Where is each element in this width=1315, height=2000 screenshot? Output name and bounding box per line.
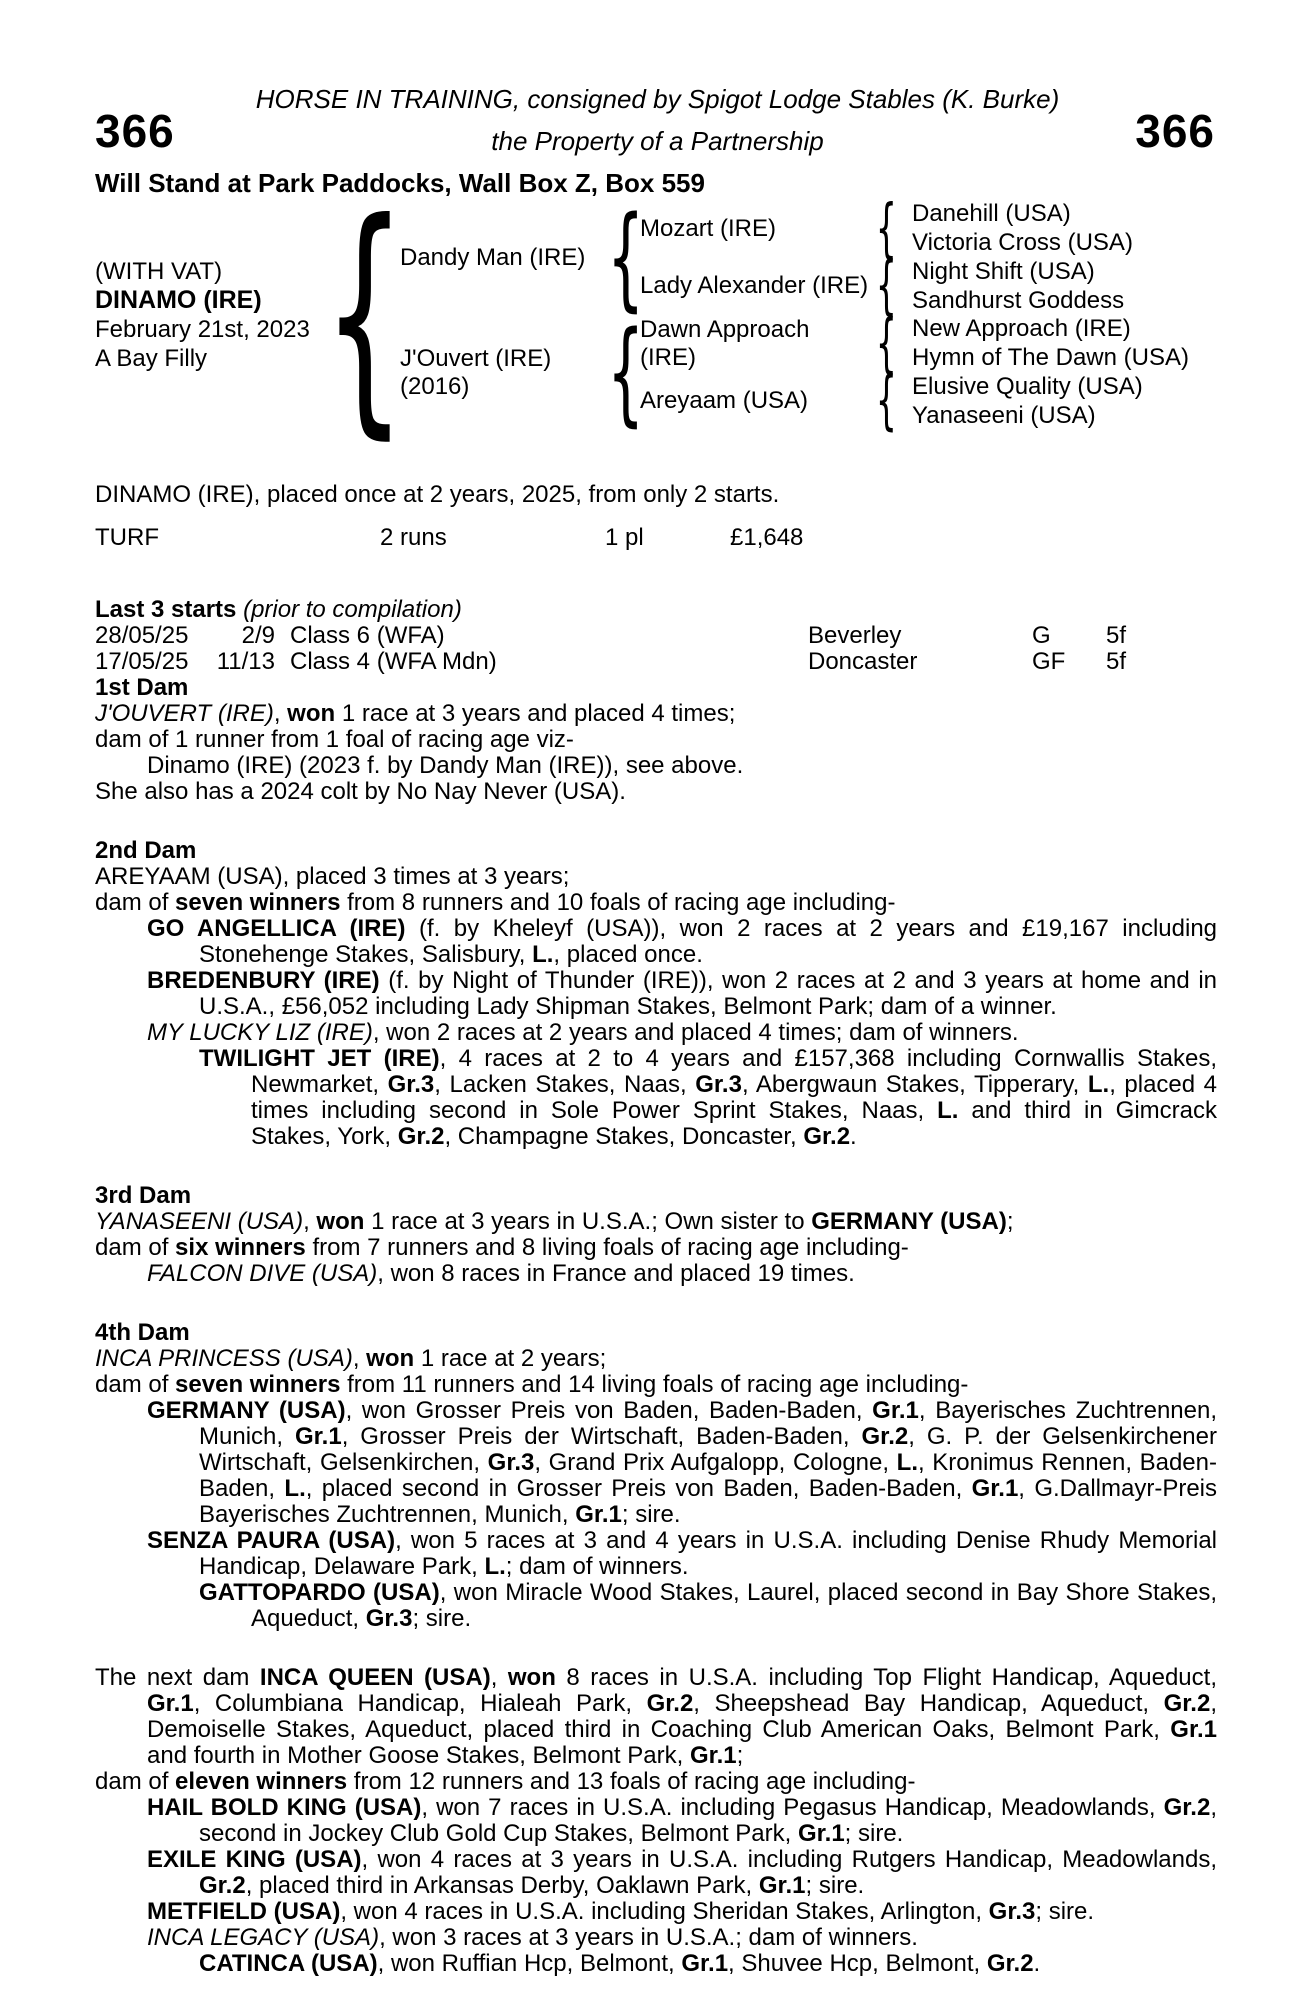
text-run: won (287, 700, 336, 727)
text-run: 1 race at 3 years in U.S.A.; Own sister to (364, 1208, 812, 1235)
paragraph (95, 1209, 1217, 1235)
consignment-line: HORSE IN TRAINING, consigned by Spigot Lodge Stables (K. Burke) (255, 84, 1060, 114)
text-run: L. (532, 941, 554, 968)
text-run: . (1033, 1950, 1041, 1977)
pedigree-subject (95, 200, 330, 430)
pedigree-brace-column-1 (323, 169, 407, 460)
text-run: ; sire. (844, 1820, 904, 1847)
brace-icon: { (323, 169, 407, 460)
race-record-row (95, 525, 1217, 551)
text-run: Gr.2 (646, 1690, 694, 1717)
ancestor-name: New Approach (IRE) (912, 315, 1131, 343)
text-run: MY LUCKY LIZ (IRE) (147, 1019, 373, 1046)
paragraph (95, 968, 1217, 1020)
ancestor-name: Dawn Approach (IRE) (640, 315, 810, 371)
start-course: Doncaster (808, 648, 918, 675)
text-run: Gr.1 (971, 1475, 1019, 1502)
text-run: Dinamo (IRE) (2023 f. by Dandy Man (IRE)), see above. (147, 752, 744, 779)
text-run: and third in Gimcrack Stakes, York, (251, 1097, 1217, 1150)
text-run: seven winners (175, 889, 341, 916)
text-run: L. (896, 1449, 918, 1476)
text-run: FALCON DIVE (USA) (147, 1260, 378, 1287)
text-run: J'OUVERT (IRE) (95, 700, 274, 727)
horse-name: DINAMO (IRE) (95, 286, 262, 314)
pedigree-generation-2 (640, 200, 870, 430)
text-run: , Sheepshead Bay Handicap, Aqueduct, (693, 1690, 1164, 1717)
text-run: 1 race at 3 years and placed 4 times; (335, 700, 736, 727)
brace-icon: { (875, 191, 897, 266)
start-going: GF (1032, 648, 1066, 675)
paragraph (95, 1346, 1217, 1372)
text-run: Gr.1 (797, 1820, 845, 1847)
text-run: , Grosser Preis der Wirtschaft, Baden-Baden, (341, 1423, 862, 1450)
paragraph (95, 779, 1217, 805)
stand-location: Will Stand at Park Paddocks, Wall Box Z, Box 559 (95, 168, 705, 198)
brace-cell (870, 364, 902, 439)
text-run: Gr.3 (487, 1449, 535, 1476)
text-run: Gr.2 (861, 1423, 909, 1450)
text-run: , Grand Prix Aufgalopp, Cologne, (534, 1449, 897, 1476)
horse-description: A Bay Filly (95, 345, 208, 372)
text-run: , Columbiana Handicap, Hialeah Park, (193, 1690, 647, 1717)
text-run: , Shuvee Hcp, Belmont, (728, 1950, 987, 1977)
start-date: 17/05/25 (95, 648, 189, 675)
text-run: L. (484, 1553, 506, 1580)
text-run: BREDENBURY (IRE) (147, 967, 380, 994)
text-run: (f. by Night of Thunder (IRE)), won 2 races at 2 and 3 years at home and in U.S.A., £56,052 including Lady Shipman Stakes, Belmont Park; dam of a winner. (199, 967, 1217, 1020)
text-run: GERMANY (USA) (811, 1208, 1007, 1235)
text-run: METFIELD (USA) (147, 1898, 341, 1925)
dam-section (95, 1320, 1217, 1632)
dam-section (95, 838, 1217, 1150)
ancestor-name: Night Shift (USA) (912, 257, 1095, 285)
pedigree-gen3-cell (912, 200, 1247, 229)
paragraph (95, 1580, 1217, 1632)
section-heading: 2nd Dam (95, 837, 197, 864)
text-run: (f. by Kheleyf (USA)), won 2 races at 2 years and £19,167 including Stonehenge Stakes, Salisbury, (199, 915, 1218, 968)
text-run: 8 races in U.S.A. including Top Flight Handicap, Aqueduct, (555, 1664, 1217, 1691)
text-run: , won 5 races at 3 and 4 years in U.S.A. including Denise Rhudy Memorial Handicap, Delaware Park, (199, 1527, 1217, 1580)
paragraph (95, 1372, 1217, 1398)
brace-icon: { (607, 192, 645, 323)
start-distance: 5f (1106, 622, 1127, 649)
paragraph (95, 1398, 1217, 1528)
text-run: from 11 runners and 14 living foals of racing age including- (340, 1371, 969, 1398)
text-run: GERMANY (USA) (147, 1397, 346, 1424)
text-run: , placed second in Grosser Preis von Baden, Baden-Baden, (305, 1475, 972, 1502)
text-run: , Demoiselle Stakes, Aqueduct, placed third in Coaching Club American Oaks, Belmont Park, (147, 1690, 1217, 1743)
paragraph (95, 1899, 1217, 1925)
text-run: dam of (95, 889, 176, 916)
text-run: GATTOPARDO (USA) (199, 1579, 440, 1606)
placings-value: 1 pl (605, 524, 644, 551)
start-race-class: Class 6 (WFA) (290, 622, 445, 649)
text-run: , (352, 1345, 367, 1372)
text-run: , Abergwaun Stakes, Tipperary, (741, 1071, 1088, 1098)
text-run: , won Ruffian Hcp, Belmont, (377, 1950, 682, 1977)
text-run: , placed third in Arkansas Derby, Oaklawn Park, (245, 1872, 759, 1899)
paragraph (95, 1261, 1217, 1287)
text-run: , won 8 races in France and placed 19 times. (377, 1260, 855, 1287)
text-run: , won 3 races at 3 years in U.S.A.; dam of winners. (379, 1924, 918, 1951)
pedigree-generation-1 (400, 200, 612, 430)
text-run: , won Miracle Wood Stakes, Laurel, placed second in Bay Shore Stakes, Aqueduct, (251, 1579, 1217, 1632)
runs-value: 2 runs (380, 524, 447, 551)
ancestor-name: Mozart (IRE) (640, 214, 777, 242)
lot-number-left: 366 (95, 105, 175, 157)
text-run: ; (1006, 1208, 1014, 1235)
text-run: won (507, 1664, 556, 1691)
text-run: , Champagne Stakes, Doncaster, (444, 1123, 804, 1150)
sire-name: Dandy Man (IRE) (400, 243, 586, 271)
dam-section (95, 1665, 1217, 1977)
pedigree-brace-column-2 (607, 192, 645, 438)
start-position: 2/9 (241, 622, 275, 649)
property-line: the Property of a Partnership (491, 126, 824, 156)
text-run: L. (284, 1475, 306, 1502)
text-run: INCA QUEEN (USA) (259, 1664, 491, 1691)
pedigree-gen3-cell (912, 315, 1247, 344)
ancestor-name: Danehill (USA) (912, 200, 1071, 228)
text-run: SENZA PAURA (USA) (147, 1527, 396, 1554)
race-summary: DINAMO (IRE), placed once at 2 years, 2025, from only 2 starts. (95, 481, 780, 508)
pedigree-gen3-cell (912, 401, 1247, 430)
text-run: L. (937, 1097, 959, 1124)
text-run: won (316, 1208, 365, 1235)
paragraph (95, 753, 1217, 779)
vat-note: (WITH VAT) (95, 258, 223, 285)
text-run: , placed once. (553, 941, 703, 968)
text-run: Gr.3 (365, 1605, 413, 1632)
brace-icon: { (875, 249, 897, 324)
ancestor-name: Yanaseeni (USA) (912, 401, 1096, 429)
pedigree-gen3-cell (912, 229, 1247, 258)
brace-cell (607, 307, 645, 438)
last-starts-block (95, 597, 1217, 675)
section-heading: 1st Dam (95, 674, 189, 701)
paragraph (95, 1665, 1217, 1769)
lot-number-right: 366 (1135, 105, 1215, 157)
text-run: dam of (95, 1371, 176, 1398)
paragraph (95, 1795, 1217, 1847)
text-run: CATINCA (USA) (199, 1950, 378, 1977)
section-heading: 3rd Dam (95, 1182, 192, 1209)
text-run: ; sire. (412, 1605, 472, 1632)
paragraph (95, 1528, 1217, 1580)
pedigree-gen3-cell (912, 258, 1247, 287)
pedigree-gen3-cell (912, 344, 1247, 373)
text-run: , Bayerisches Zuchtrennen, Munich, (199, 1397, 1217, 1450)
dam-sections (95, 675, 1217, 1977)
text-run: seven winners (175, 1371, 341, 1398)
text-run: Gr.2 (1163, 1794, 1211, 1821)
text-run: from 8 runners and 10 foals of racing age including- (340, 889, 896, 916)
text-run: , Kronimus Rennen, Baden-Baden, (199, 1449, 1217, 1502)
paragraph (95, 1020, 1217, 1046)
start-position: 11/13 (216, 648, 275, 675)
text-run: Gr.2 (199, 1872, 246, 1899)
text-run: , won Grosser Preis von Baden, Baden-Baden, (345, 1397, 873, 1424)
text-run: , won 7 races in U.S.A. including Pegasus Handicap, Meadowlands, (421, 1794, 1164, 1821)
paragraph (95, 727, 1217, 753)
pedigree-gen2-cell (640, 200, 870, 258)
text-run: Gr.1 (681, 1950, 729, 1977)
pedigree-gen3-cell (912, 286, 1247, 315)
last-starts-note: (prior to compilation) (236, 596, 462, 623)
text-run: Gr.1 (872, 1397, 919, 1424)
foaling-date: February 21st, 2023 (95, 316, 310, 343)
text-run: INCA LEGACY (USA) (147, 1924, 380, 1951)
text-run: HAIL BOLD KING (USA) (147, 1794, 422, 1821)
text-run: Gr.1 (1170, 1716, 1217, 1743)
text-run: dam of 1 runner from 1 foal of racing age viz- (95, 726, 574, 753)
text-run: , 4 races at 2 to 4 years and £157,368 including Cornwallis Stakes, Newmarket, (251, 1045, 1218, 1098)
paragraph (95, 701, 1217, 727)
text-run: Gr.2 (397, 1123, 445, 1150)
start-distance: 5f (1106, 648, 1127, 675)
text-run: and fourth in Mother Goose Stakes, Belmont Park, (147, 1742, 690, 1769)
ancestor-name: Victoria Cross (USA) (912, 229, 1133, 257)
text-run: Gr.2 (1163, 1690, 1211, 1717)
paragraph (95, 1925, 1217, 1951)
text-run: ; sire. (805, 1872, 865, 1899)
start-going: G (1032, 622, 1051, 649)
text-run: EXILE KING (USA) (147, 1846, 362, 1873)
paragraph (95, 1769, 1217, 1795)
text-run: Gr.3 (387, 1071, 435, 1098)
paragraph (95, 864, 1217, 890)
text-run: Gr.2 (803, 1123, 851, 1150)
paragraph (95, 916, 1217, 968)
text-run: . (850, 1123, 857, 1150)
paragraph (95, 890, 1217, 916)
text-run: AREYAAM (USA), placed 3 times at 3 years; (95, 863, 570, 890)
text-run: Gr.1 (689, 1742, 737, 1769)
pedigree-gen2-cell (640, 373, 870, 431)
ancestor-name: Areyaam (USA) (640, 387, 809, 415)
brace-cell (607, 192, 645, 323)
start-row (95, 623, 1217, 649)
catalogue-body (95, 458, 1217, 1977)
paragraph (95, 1046, 1217, 1150)
text-run: Gr.3 (695, 1071, 742, 1098)
pedigree-generation-3 (902, 200, 1247, 430)
pedigree-gen2-cell (640, 258, 870, 316)
text-run: YANASEENI (USA) (95, 1208, 304, 1235)
text-run: ; (736, 1742, 744, 1769)
text-run: from 12 runners and 13 foals of racing age including- (347, 1768, 916, 1795)
start-date-pos-cell (95, 649, 275, 675)
text-run: dam of (95, 1234, 176, 1261)
ancestor-name: Sandhurst Goddess (912, 286, 1125, 314)
dam-name: J'Ouvert (IRE) (400, 344, 552, 372)
text-run: , won 4 races in U.S.A. including Sheridan Stakes, Arlington, (340, 1898, 989, 1925)
start-date-pos-cell (95, 623, 275, 649)
text-run: Gr.2 (986, 1950, 1034, 1977)
brace-icon: { (607, 307, 645, 438)
start-course: Beverley (808, 622, 902, 649)
text-run: ; sire. (1035, 1898, 1095, 1925)
dam-cell (400, 315, 612, 430)
text-run: six winners (175, 1234, 306, 1261)
text-run: Gr.1 (147, 1690, 194, 1717)
text-run: , Lacken Stakes, Naas, (434, 1071, 696, 1098)
brace-icon: { (875, 364, 897, 439)
text-run: , G. P. der Gelsenkirchener Wirtschaft, Gelsenkirchen, (199, 1423, 1217, 1476)
start-date: 28/05/25 (95, 622, 189, 649)
text-run: from 7 runners and 8 living foals of racing age including- (305, 1234, 909, 1261)
text-run: Gr.3 (988, 1898, 1036, 1925)
text-run: , G.Dallmayr-Preis Bayerisches Zuchtrennen, Munich, (199, 1475, 1217, 1528)
text-run: , (303, 1208, 317, 1235)
last-starts-title: Last 3 starts (95, 596, 237, 623)
section-heading: 4th Dam (95, 1319, 190, 1346)
ancestor-name: Hymn of The Dawn (USA) (912, 344, 1189, 372)
pedigree-gen3-cell (912, 373, 1247, 402)
last-starts-heading (95, 597, 1217, 623)
text-run: ; sire. (621, 1501, 681, 1528)
text-run: , (490, 1664, 508, 1691)
text-run: The next dam (95, 1664, 260, 1691)
text-run: , (273, 700, 288, 727)
paragraph (95, 1951, 1217, 1977)
start-race-class: Class 4 (WFA Mdn) (290, 648, 497, 675)
dam-year: (2016) (400, 372, 470, 400)
pedigree-brace-column-3 (870, 191, 902, 439)
sire-cell (400, 200, 612, 315)
text-run: Gr.1 (758, 1872, 806, 1899)
text-run: She also has a 2024 colt by No Nay Never (USA). (95, 778, 626, 805)
text-run: L. (1087, 1071, 1110, 1098)
text-run: 1 race at 2 years; (414, 1345, 607, 1372)
paragraph (95, 1235, 1217, 1261)
text-run: eleven winners (175, 1768, 348, 1795)
surface-label: TURF (95, 524, 159, 551)
text-run: Gr.1 (294, 1423, 342, 1450)
last-starts-rows (95, 623, 1217, 675)
ancestor-name: Elusive Quality (USA) (912, 372, 1143, 400)
text-run: , won 4 races at 3 years in U.S.A. including Rutgers Handicap, Meadowlands, (361, 1846, 1218, 1873)
text-run: INCA PRINCESS (USA) (95, 1345, 353, 1372)
start-row (95, 649, 1217, 675)
text-run: won (366, 1345, 415, 1372)
dam-section (95, 1183, 1217, 1287)
text-run: TWILIGHT JET (IRE) (199, 1045, 440, 1072)
text-run: dam of (95, 1768, 176, 1795)
text-run: , second in Jockey Club Gold Cup Stakes, Belmont Park, (199, 1794, 1217, 1847)
text-run: Gr.1 (575, 1501, 622, 1528)
text-run: , won 2 races at 2 years and placed 4 times; dam of winners. (372, 1019, 1019, 1046)
ancestor-name: Lady Alexander (IRE) (640, 272, 869, 300)
earnings-value: £1,648 (730, 524, 804, 551)
dam-section (95, 675, 1217, 805)
text-run: GO ANGELLICA (IRE) (147, 915, 406, 942)
brace-icon: { (875, 306, 897, 381)
text-run: , placed 4 times including second in Sole Power Sprint Stakes, Naas, (251, 1071, 1218, 1124)
paragraph (95, 1847, 1217, 1899)
pedigree-gen2-cell (640, 315, 870, 373)
text-run: ; dam of winners. (505, 1553, 689, 1580)
